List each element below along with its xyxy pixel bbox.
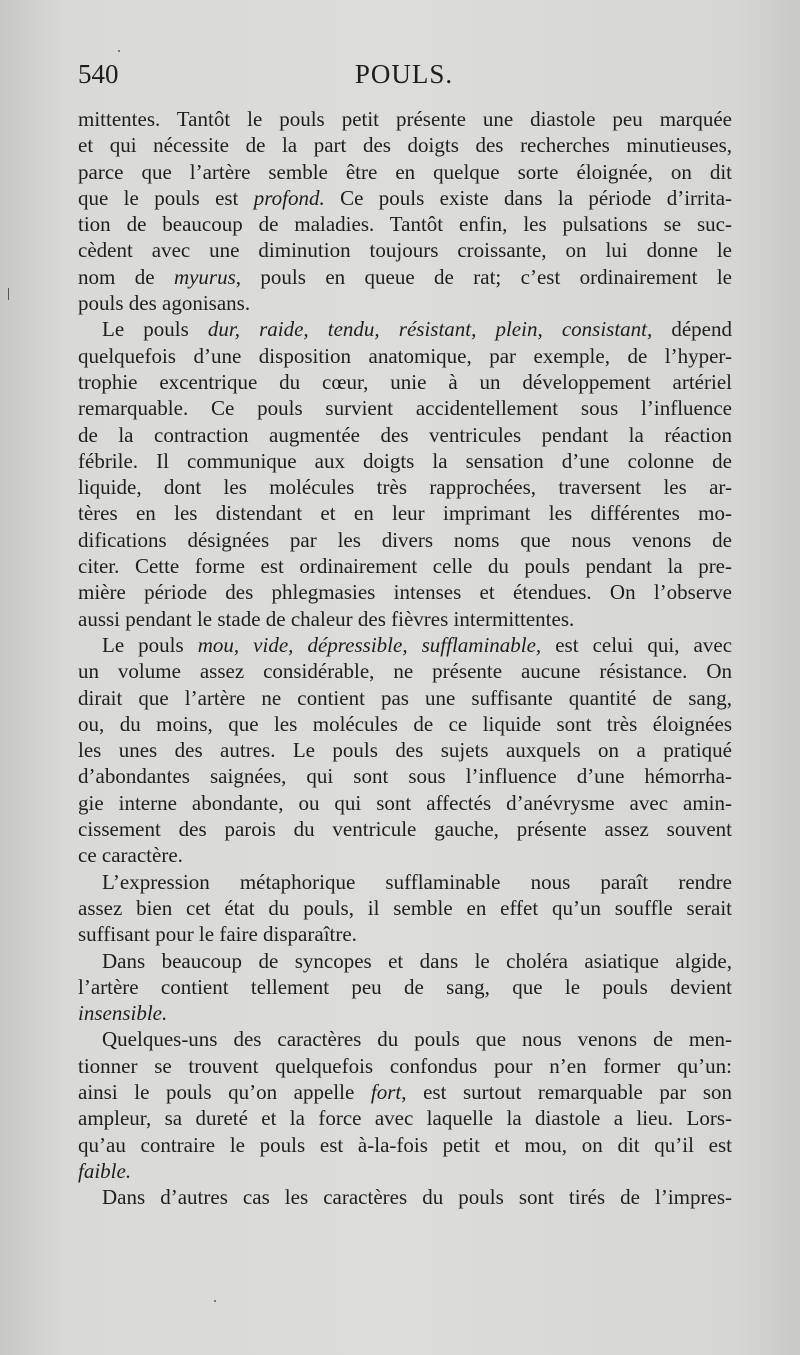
- text-line: difications désignées par les divers noms que nous venons de: [78, 527, 732, 552]
- italic-term: dur, raide, tendu, résistant, plein, consistant,: [207, 317, 653, 342]
- text-line: qu’au contraire le pouls est à-la-fois petit et mou, on dit qu’il est: [78, 1132, 732, 1157]
- text-line: ce caractère.: [78, 843, 183, 868]
- text-fragment: , est surtout remarquable par son: [401, 1079, 732, 1104]
- text-line: citer. Cette forme est ordinairement celle du pouls pendant la pre-: [78, 554, 732, 579]
- text-fragment: nom de: [78, 264, 174, 289]
- text-line: l’artère contient tellement peu de sang, que le pouls devient: [78, 974, 732, 999]
- text-fragment: Le pouls: [102, 317, 208, 342]
- italic-term: insensible.: [78, 1001, 168, 1026]
- text-line: cissement des parois du ventricule gauche, présente assez souvent: [78, 817, 732, 842]
- text-line: les unes des autres. Le pouls des sujets auxquels on a pratiqué: [78, 738, 732, 763]
- text-line: [78, 185, 732, 211]
- speck-mark: [214, 1300, 216, 1302]
- text-line: gie interne abondante, ou qui sont affectés d’anévrysme avec amin-: [78, 790, 732, 815]
- text-line: pouls des agonisans.: [78, 291, 251, 316]
- text-line: L’expression métaphorique sufflaminable nous paraît rendre: [102, 869, 732, 894]
- text-line: suffisant pour le faire disparaître.: [78, 922, 357, 947]
- text-line: parce que l’artère semble être en quelque sorte éloignée, on dit: [78, 159, 732, 184]
- page-number: 540: [78, 59, 119, 89]
- italic-term: faible.: [78, 1158, 132, 1183]
- text-line: assez bien cet état du pouls, il semble en effet qu’un souffle serait: [78, 895, 732, 920]
- text-fragment: ainsi le pouls qu’on appelle: [78, 1079, 371, 1104]
- text-line: tion de beaucoup de maladies. Tantôt enfin, les pulsations se suc-: [78, 212, 732, 237]
- text-line: trophie excentrique du cœur, unie à un développement artériel: [78, 369, 732, 394]
- speck-mark: [118, 50, 120, 52]
- italic-term: profond.: [253, 185, 325, 210]
- body-text: [78, 106, 732, 1210]
- page-header: [78, 54, 730, 94]
- text-line: mittentes. Tantôt le pouls petit présente une diastole peu marquée: [78, 107, 732, 131]
- text-line: liquide, dont les molécules très rapprochées, traversent les ar-: [78, 475, 732, 500]
- text-line: mière période des phlegmasies intenses et étendues. On l’observe: [78, 580, 732, 605]
- text-line: ampleur, sa dureté et la force avec laquelle la diastole a lieu. Lors-: [78, 1106, 732, 1131]
- text-line: quelquefois d’une disposition anatomique, par exemple, de l’hyper-: [78, 343, 732, 368]
- text-line: [78, 1000, 732, 1026]
- running-head: POULS.: [354, 59, 454, 89]
- text-line: [78, 632, 732, 658]
- text-line: [78, 1079, 732, 1105]
- text-line: remarquable. Ce pouls survient accidentellement sous l’influence: [78, 396, 732, 421]
- text-line: Dans beaucoup de syncopes et dans le choléra asiatique algide,: [102, 948, 732, 973]
- text-line: dirait que l’artère ne contient pas une suffisante quantité de sang,: [78, 685, 732, 710]
- text-line: [78, 316, 732, 342]
- text-line: [78, 1158, 732, 1184]
- margin-mark: [8, 288, 9, 300]
- text-line: ou, du moins, que les molécules de ce liquide sont très éloignées: [78, 711, 732, 736]
- text-line: Dans d’autres cas les caractères du pouls sont tirés de l’impres-: [102, 1185, 732, 1210]
- text-line: un volume assez considérable, ne présente aucune résistance. On: [78, 659, 732, 684]
- text-fragment: est celui qui, avec: [541, 632, 732, 657]
- italic-term: mou, vide, dépressible, sufflaminable,: [197, 632, 542, 657]
- text-fragment: Le pouls: [102, 632, 198, 657]
- text-fragment: que le pouls est: [78, 185, 254, 210]
- text-line: [78, 264, 732, 290]
- italic-term: myurus: [173, 264, 236, 289]
- text-line: tères en les distendant et en leur imprimant les différentes mo-: [78, 501, 732, 526]
- text-fragment: Ce pouls existe dans la période d’irrita-: [324, 185, 732, 210]
- text-line: d’abondantes saignées, qui sont sous l’influence d’une hémorrha-: [78, 764, 732, 789]
- text-line: de la contraction augmentée des ventricules pendant la réaction: [78, 422, 732, 447]
- italic-term: fort: [370, 1079, 402, 1104]
- text-line: cèdent avec une diminution toujours croissante, on lui donne le: [78, 238, 732, 263]
- text-line: Quelques-uns des caractères du pouls que nous venons de men-: [102, 1027, 732, 1052]
- text-line: aussi pendant le stade de chaleur des fièvres intermittentes.: [78, 606, 575, 631]
- text-line: et qui nécessite de la part des doigts des recherches minutieuses,: [78, 133, 732, 158]
- text-line: tionner se trouvent quelquefois confondus pour n’en former qu’un:: [78, 1053, 732, 1078]
- text-fragment: , pouls en queue de rat; c’est ordinairement le: [235, 264, 732, 289]
- text-fragment: dépend: [652, 317, 732, 342]
- text-line: fébrile. Il communique aux doigts la sensation d’une colonne de: [78, 448, 732, 473]
